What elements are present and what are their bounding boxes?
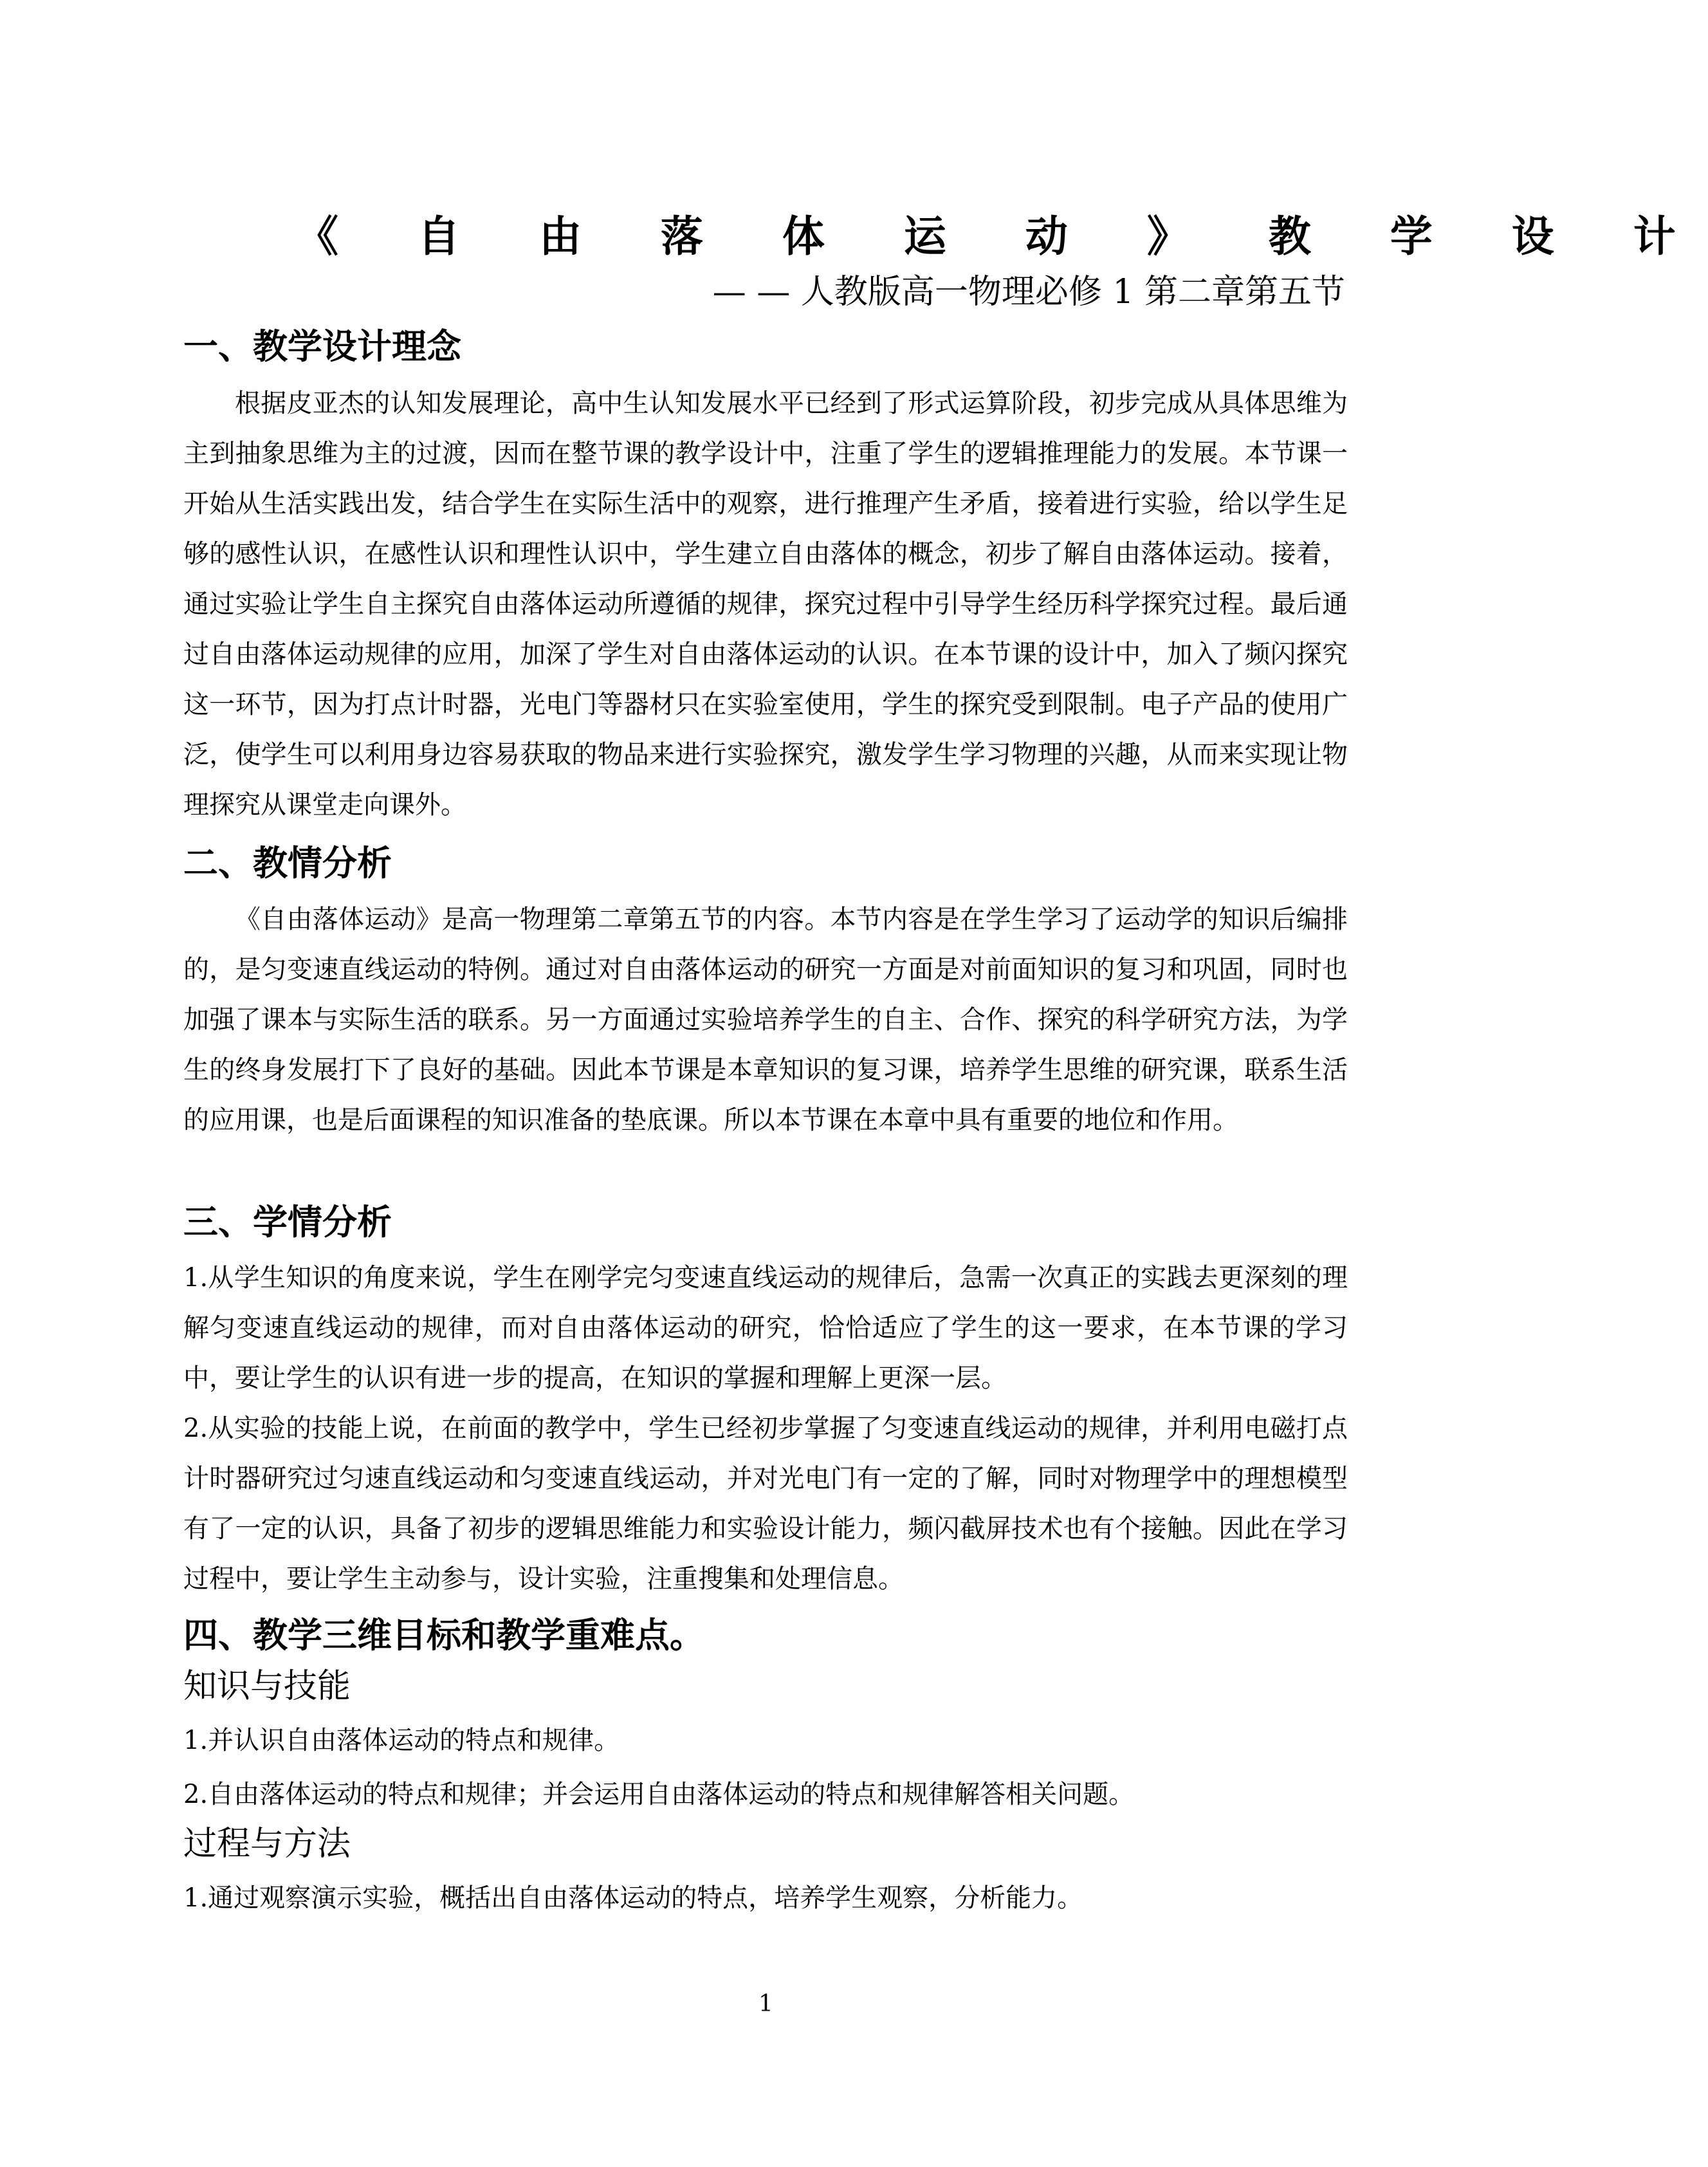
knowledge-skills-item-1: 1.并认识自由落体运动的特点和规律。 bbox=[183, 1726, 620, 1755]
section-heading-1: 一、教学设计理念 bbox=[183, 326, 461, 367]
subsection-heading-process-method: 过程与方法 bbox=[183, 1825, 351, 1863]
section-3-paragraph-1: 1.从学生知识的角度来说，学生在刚学完匀变速直线运动的规律后，急需一次真正的实践去更深刻的理解匀变速直线运动的规律，而对自由落体运动的研究，恰恰适应了学生的这一要求，在本节课的学习中，要让学生的认识有进一步的提高，在知识的掌握和理解上更深一层。 bbox=[183, 1263, 1348, 1393]
section-3-paragraph-2: 2.从实验的技能上说，在前面的教学中，学生已经初步掌握了匀变速直线运动的规律，并利用电磁打点计时器研究过匀速直线运动和匀变速直线运动，并对光电门有一定的了解，同时对物理学中的理想模型有了一定的认识，具备了初步的逻辑思维能力和实验设计能力，频闪截屏技术也有个接触。因此在学习过程中，要让学生主动参与，设计实验，注重搜集和处理信息。 bbox=[183, 1414, 1348, 1594]
section-heading-4: 四、教学三维目标和教学重难点。 bbox=[183, 1615, 704, 1655]
section-heading-3: 三、学情分析 bbox=[183, 1202, 392, 1242]
knowledge-skills-item-2: 2.自由落体运动的特点和规律；并会运用自由落体运动的特点和规律解答相关问题。 bbox=[183, 1780, 1135, 1809]
section-2-paragraph: 《自由落体运动》是高一物理第二章第五节的内容。本节内容是在学生学习了运动学的知识后编排的，是匀变速直线运动的特例。通过对自由落体运动的研究一方面是对前面知识的复习和巩固，同时也加强了课本与实际生活的联系。另一方面通过实验培养学生的自主、合作、探究的科学研究方法，为学生的终身发展打下了良好的基础。因此本节课是本章知识的复习课，培养学生思维的研究课，联系生活的应用课，也是后面课程的知识准备的垫底课。所以本节课在本章中具有重要的地位和作用。 bbox=[183, 905, 1348, 1135]
section-1-paragraph: 根据皮亚杰的认知发展理论，高中生认知发展水平已经到了形式运算阶段，初步完成从具体思维为主到抽象思维为主的过渡，因而在整节课的教学设计中，注重了学生的逻辑推理能力的发展。本节课一开始从生活实践出发，结合学生在实际生活中的观察，进行推理产生矛盾，接着进行实验，给以学生足够的感性认识，在感性认识和理性认识中，学生建立自由落体的概念，初步了解自由落体运动。接着，通过实验让学生自主探究自由落体运动所遵循的规律，探究过程中引导学生经历科学探究过程。最后通过自由落体运动规律的应用，加深了学生对自由落体运动的认识。在本节课的设计中，加入了频闪探究这一环节，因为打点计时器，光电门等器材只在实验室使用，学生的探究受到限制。电子产品的使用广泛，使学生可以利用身边容易获取的物品来进行实验探究，激发学生学习物理的兴趣，从而来实现让物理探究从课堂走向课外。 bbox=[183, 389, 1348, 820]
document-subtitle: — — 人教版高一物理必修 1 第二章第五节 bbox=[712, 273, 1345, 311]
document-title: 《 自 由 落 体 运 动 》 教 学 设 计 bbox=[296, 212, 1708, 261]
section-heading-2: 二、教情分析 bbox=[183, 843, 392, 883]
page-number: 1 bbox=[758, 1991, 773, 2017]
process-method-item-1: 1.通过观察演示实验，概括出自由落体运动的特点，培养学生观察，分析能力。 bbox=[183, 1883, 1083, 1913]
subsection-heading-knowledge-skills: 知识与技能 bbox=[183, 1667, 351, 1706]
